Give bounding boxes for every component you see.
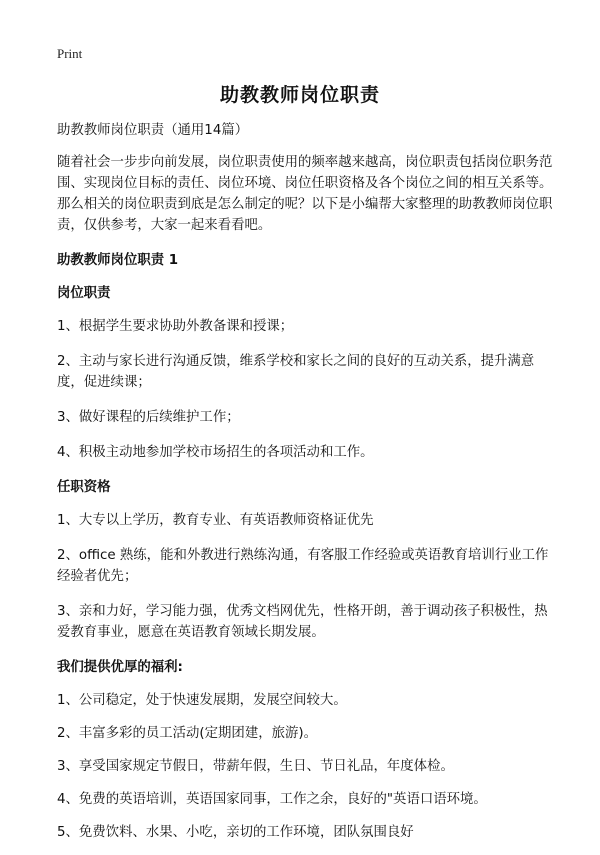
benefit-item: 4、免费的英语培训，英语国家同事，工作之余，良好的"英语口语环境。 [57,792,487,807]
section-title: 助教教师岗位职责 1 [57,253,179,268]
intro-paragraph: 随着社会一步步向前发展，岗位职责使用的频率越来越高，岗位职责包括岗位职务范围、实现岗位目标的责任、岗位环境、岗位任职资格及各个岗位之间的相互关系等。那么相关的岗位职责到底是怎么制定的呢？以下是小编帮大家整理的助教教师岗位职责，仅供参考，大家一起来看看吧。 [57,155,553,233]
page-title: 助教教师岗位职责 [219,84,380,106]
duty-item: 3、做好课程的后续维护工作； [57,410,240,425]
benefit-item: 5、免费饮料、水果、小吃，亲切的工作环境，团队氛围良好 [57,825,414,840]
qualification-item: 1、大专以上学历，教育专业、有英语教师资格证优先 [57,513,374,528]
duties-heading: 岗位职责 [57,286,111,301]
benefit-item: 1、公司稳定，处于快速发展期，发展空间较大。 [57,693,347,708]
print-link[interactable]: Print [57,46,83,61]
qualification-item: 2、office 熟练，能和外教进行熟练沟通，有客服工作经验或英语教育培训行业工作经验者优先； [57,548,549,584]
duty-item: 4、积极主动地参加学校市场招生的各项活动和工作。 [57,445,374,460]
document-subtitle: 助教教师岗位职责（通用14篇） [57,123,249,138]
benefit-item: 3、享受国家规定节假日，带薪年假，生日、节日礼品，年度体检。 [57,759,454,774]
duty-item: 2、主动与家长进行沟通反馈，维系学校和家长之间的良好的互动关系，提升满意度，促进续课； [57,354,535,390]
duty-item: 1、根据学生要求协助外教备课和授课； [57,319,294,334]
benefit-item: 2、丰富多彩的员工活动(定期团建，旅游)。 [57,726,317,741]
qualification-item: 3、亲和力好，学习能力强，优秀文档网优先，性格开朗，善于调动孩子积极性，热爱教育事业，愿意在英语教育领域长期发展。 [57,604,548,640]
benefits-heading: 我们提供优厚的福利: [57,660,183,675]
qualifications-heading: 任职资格 [57,480,111,495]
document-body [57,120,557,855]
